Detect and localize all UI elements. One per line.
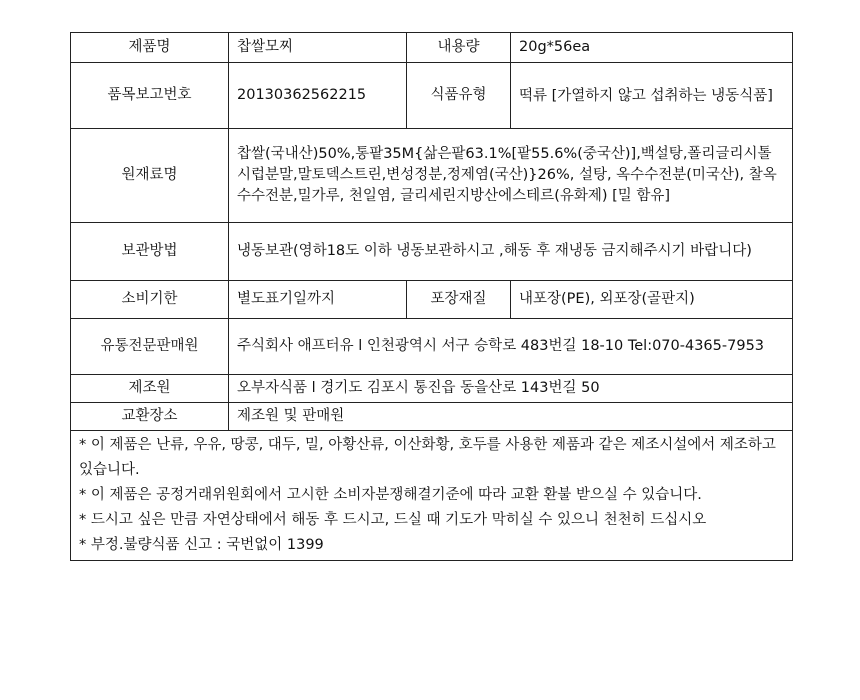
ingredients-label: 원재료명 [71, 129, 229, 223]
ingredients-value: 찹쌀(국내산)50%,통팥35M{삶은팥63.1%[팥55.6%(중국산)],백설탕,폴리글리시톨시럽분말,말토덱스트린,변성정분,정제염(국산)}26%, 설탕, 옥수수전분(미국산), 찰옥수수전분,밀가루, 천일염, 글리세린지방산에스테르(유화제) [밀 함유] [229, 129, 793, 223]
notes-cell [71, 431, 793, 561]
storage-label: 보관방법 [71, 223, 229, 281]
exchange-label: 교환장소 [71, 403, 229, 431]
product-name-value: 찹쌀모찌 [229, 33, 407, 63]
row-expiry [71, 281, 793, 319]
expiry-value: 별도표기일까지 [229, 281, 407, 319]
report-number-label: 품목보고번호 [71, 63, 229, 129]
note-report-hotline: * 부정.불량식품 신고 : 국번없이 1399 [79, 537, 324, 553]
report-number-value: 20130362562215 [229, 63, 407, 129]
product-info-table [70, 32, 793, 561]
note-thawing: * 드시고 싶은 만큼 자연상태에서 해동 후 드시고, 드실 때 기도가 막히실 수 있으니 천천히 드십시오 [79, 512, 707, 528]
food-type-value: 떡류 [가열하지 않고 섭취하는 냉동식품] [511, 63, 793, 129]
distributor-label: 유통전문판매원 [71, 319, 229, 375]
note-refund: * 이 제품은 공정거래위원회에서 고시한 소비자분쟁해결기준에 따라 교환 환불 받으실 수 있습니다. [79, 487, 702, 503]
content-volume-value: 20g*56ea [511, 33, 793, 63]
packaging-label: 포장재질 [407, 281, 511, 319]
expiry-label: 소비기한 [71, 281, 229, 319]
row-exchange [71, 403, 793, 431]
storage-value: 냉동보관(영하18도 이하 냉동보관하시고 ,해동 후 재냉동 금지해주시기 바랍니다) [229, 223, 793, 281]
manufacturer-value: 오부자식품 l 경기도 김포시 통진읍 동을산로 143번길 50 [229, 375, 793, 403]
product-name-label: 제품명 [71, 33, 229, 63]
row-report-number [71, 63, 793, 129]
row-manufacturer [71, 375, 793, 403]
row-ingredients [71, 129, 793, 223]
note-allergen: * 이 제품은 난류, 우유, 땅콩, 대두, 밀, 아황산류, 이산화황, 호두를 사용한 제품과 같은 제조시설에서 제조하고 있습니다. [79, 437, 776, 478]
content-volume-label: 내용량 [407, 33, 511, 63]
manufacturer-label: 제조원 [71, 375, 229, 403]
row-product-name [71, 33, 793, 63]
exchange-value: 제조원 및 판매원 [229, 403, 793, 431]
food-type-label: 식품유형 [407, 63, 511, 129]
row-storage [71, 223, 793, 281]
packaging-value: 내포장(PE), 외포장(골판지) [511, 281, 793, 319]
distributor-value: 주식회사 애프터유 l 인천광역시 서구 승학로 483번길 18-10 Tel:070-4365-7953 [229, 319, 793, 375]
row-distributor [71, 319, 793, 375]
row-notes [71, 431, 793, 561]
